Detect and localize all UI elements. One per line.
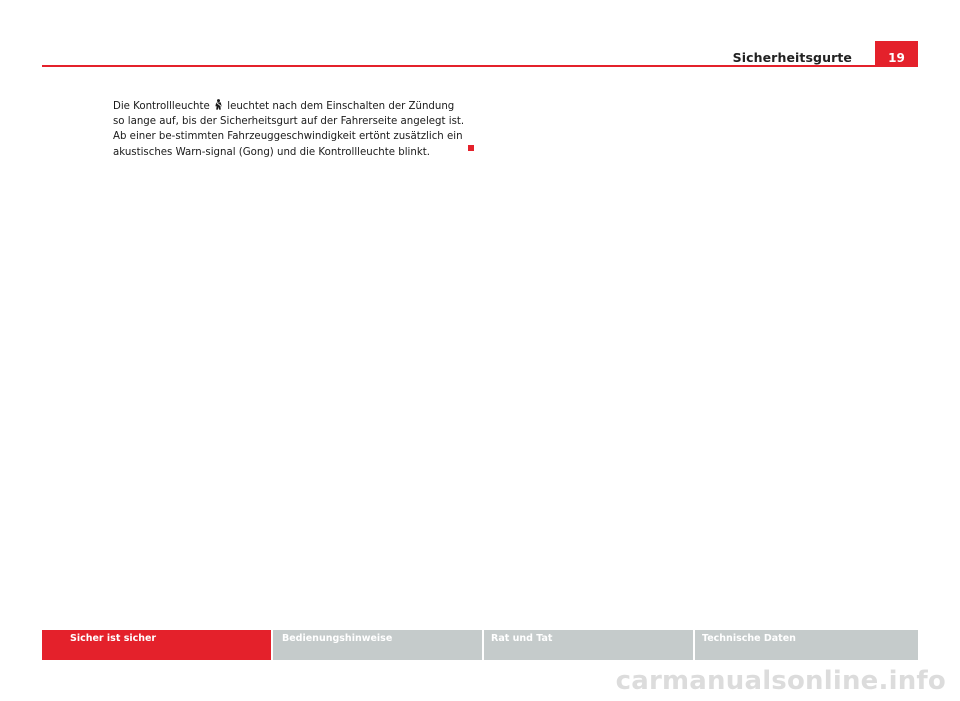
header-rule bbox=[42, 65, 918, 67]
body-text-rest: leuchtet nach dem Einschalten der Zündung so lange auf, bis der Sicherheitsgurt auf der Fahrerseite angelegt ist. Ab einer be-stimmten Fahrzeuggeschwindigkeit ertönt zusätzlich ein akustisches Warn-signal (Gong) und die Kontrollleuchte blinkt. bbox=[113, 101, 465, 158]
page-number: 19 bbox=[875, 41, 918, 67]
body-text-start: Die Kontrollleuchte bbox=[113, 101, 214, 112]
end-of-section-marker bbox=[468, 145, 474, 151]
body-paragraph bbox=[113, 99, 465, 160]
watermark: carmanualsonline.info bbox=[615, 666, 946, 696]
footer-navigation bbox=[42, 630, 918, 660]
footer-tab-bedienungshinweise[interactable]: Bedienungshinweise bbox=[273, 630, 482, 660]
footer-tab-technische-daten[interactable]: Technische Daten bbox=[695, 630, 918, 660]
seatbelt-warning-icon bbox=[214, 99, 223, 110]
footer-tab-rat-und-tat[interactable]: Rat und Tat bbox=[484, 630, 693, 660]
section-title: Sicherheitsgurte bbox=[732, 50, 852, 65]
footer-tab-sicher-ist-sicher[interactable]: Sicher ist sicher bbox=[42, 630, 271, 660]
